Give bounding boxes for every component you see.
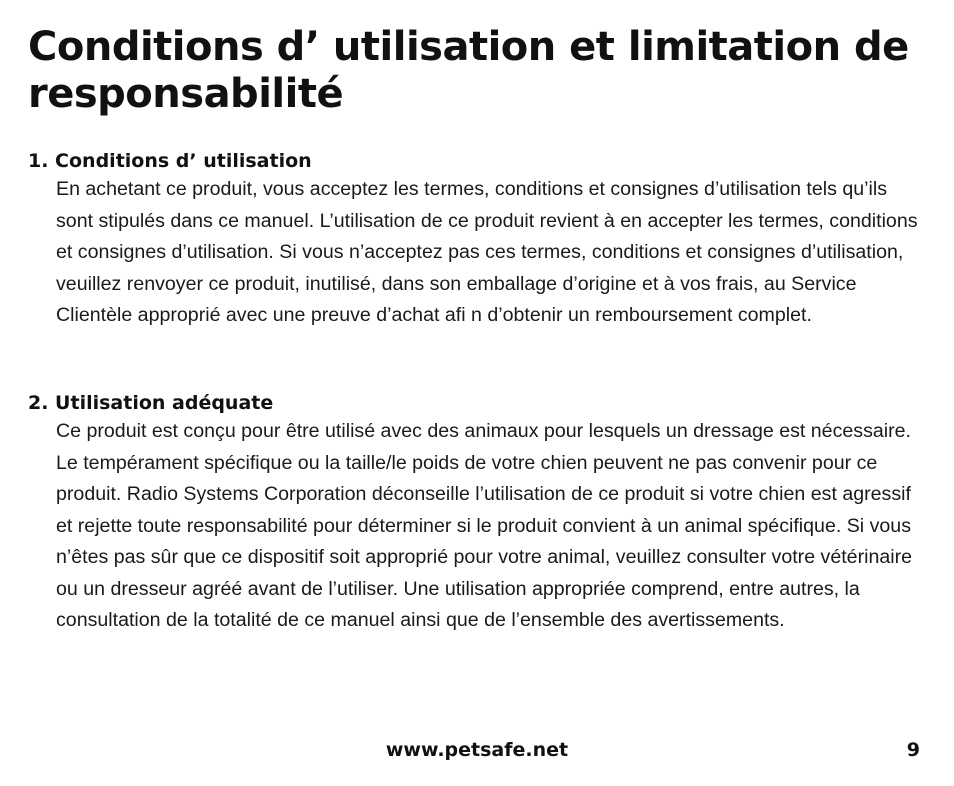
section-proper-use [28, 390, 928, 637]
section-body: Ce produit est conçu pour être utilisé avec des animaux pour lesquels un dressage est nécessaire. Le tempérament spécifique ou la taille/le poids de votre chien peuvent ne pas convenir pour ce produit. Radio Systems Corporation déconseille l’utilisation de ce produit si votre chien est agressif et rejette toute responsabilité pour déterminer si le produit convient à un animal spécifique. Si vous n’êtes pas sûr que ce dispositif soit approprié pour votre animal, veuillez consulter votre vétérinaire ou un dresseur agréé avant de l’utiliser. Une utilisation appropriée comprend, entre autres, la consultation de la totalité de ce manuel ainsi que de l’ensemble des avertissements. [56, 420, 913, 631]
page-title: Conditions d’ utilisation et limitation de responsabilité [28, 24, 909, 117]
section-terms-of-use [28, 148, 928, 332]
section-heading: 1. Conditions d’ utilisation [28, 150, 312, 172]
page-number: 9 [906, 739, 920, 761]
section-body: En achetant ce produit, vous acceptez les termes, conditions et consignes d’utilisation tels qu’ils sont stipulés dans ce manuel. L’utilisation de ce produit revient à en accepter les termes, conditions et consignes d’utilisation. Si vous n’acceptez pas ces termes, conditions et consignes d’utilisation, veuillez renvoyer ce produit, inutilisé, dans son emballage d’origine et à vos frais, au Service Clientèle approprié avec une preuve d’achat afi n d’obtenir un remboursement complet. [56, 178, 918, 326]
section-heading: 2. Utilisation adéquate [28, 392, 274, 414]
footer-website-url: www.petsafe.net [385, 739, 569, 761]
